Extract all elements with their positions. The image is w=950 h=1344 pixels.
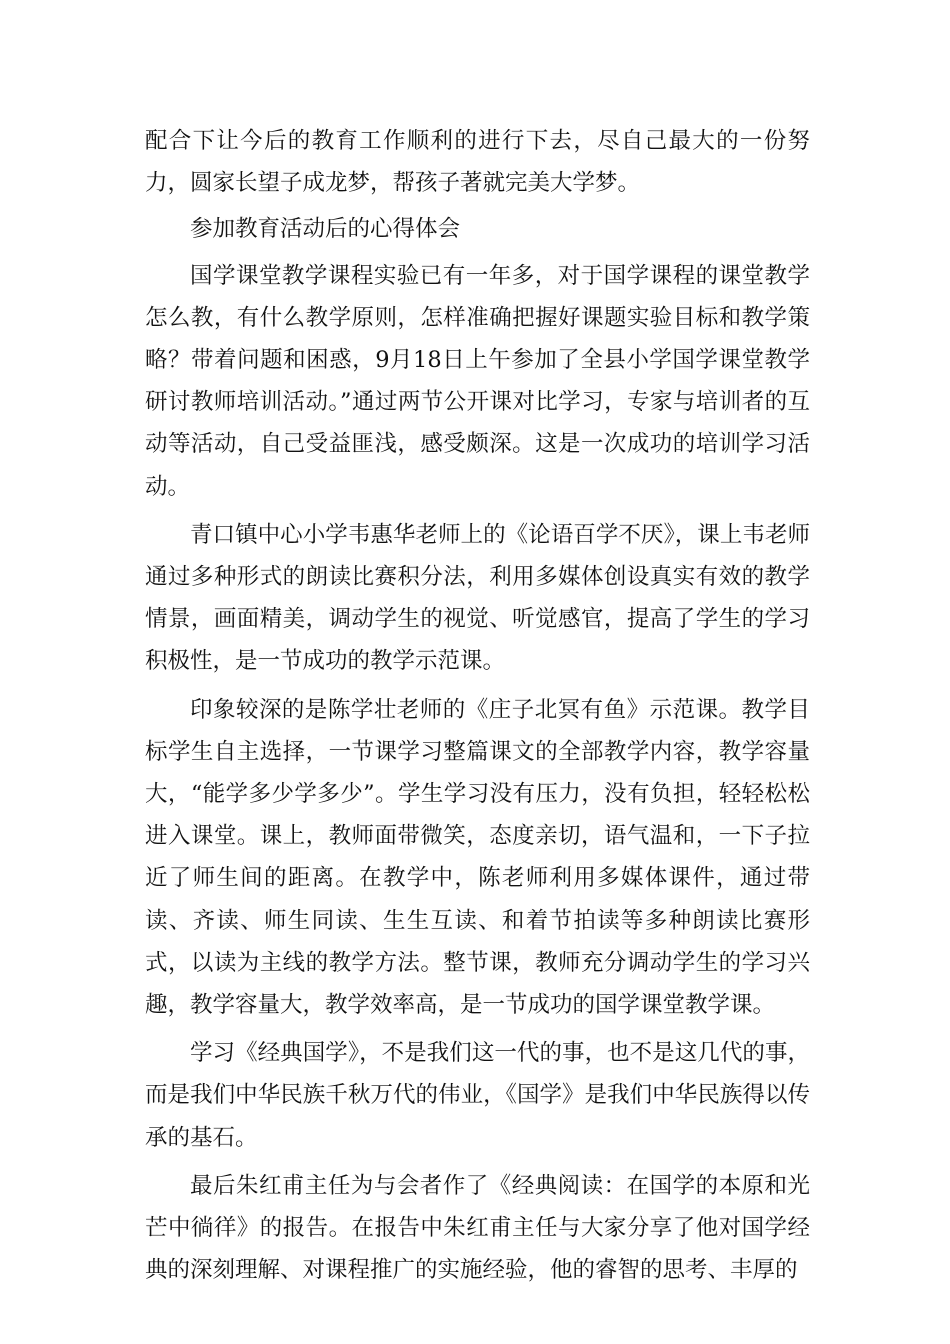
paragraph-classic-guoxue: 学习《经典国学》，不是我们这一代的事，也不是这几代的事，而是我们中华民族千秋万代的伟业，《国学》是我们中华民族得以传承的基石。 (145, 1040, 810, 1151)
paragraph-zhu-hongfu-report: 最后朱红甫主任为与会者作了《经典阅读：在国学的本原和光芒中徜徉》的报告。在报告中朱红甫主任与大家分享了他对国学经典的深刻理解、对课程推广的实施经验，他的睿智的思考、丰厚的 (145, 1172, 810, 1284)
paragraph-wei-huihua-lesson: 青口镇中心小学韦惠华老师上的《论语百学不厌》，课上韦老师通过多种形式的朗读比赛积分法，利用多媒体创设真实有效的教学情景，画面精美，调动学生的视觉、听觉感官，提高了学生的学习积极性，是一节成功的教学示范课。 (145, 521, 810, 675)
section-heading: 参加教育活动后的心得体会 (190, 216, 461, 243)
paragraph-chen-xuezhuang-lesson: 印象较深的是陈学壮老师的《庄子北冥有鱼》示范课。教学目标学生自主选择，一节课学习整篇课文的全部教学内容，教学容量大，“能学多少学多少”。学生学习没有压力，没有负担，轻轻松松进入课堂。课上，教师面带微笑，态度亲切，语气温和，一下子拉近了师生间的距离。在教学中，陈老师利用多媒体课件，通过带读、齐读、师生同读、生生互读、和着节拍读等多种朗读比赛形式，以读为主线的教学方法。整节课，教师充分调动学生的学习兴趣，教学容量大，教学效率高，是一节成功的国学课堂教学课。 (145, 696, 810, 1019)
document-page (145, 120, 810, 1291)
paragraph-continuation: 配合下让今后的教育工作顺利的进行下去，尽自己最大的一份努力，圆家长望子成龙梦，帮孩子著就完美大学梦。 (145, 128, 810, 197)
paragraph-guoxue-intro: 国学课堂教学课程实验已有一年多，对于国学课程的课堂教学怎么教，有什么教学原则，怎样准确把握好课题实验目标和教学策略？带着问题和困惑，9月18日上午参加了全县小学国学课堂教学研讨教师培训活动。”通过两节公开课对比学习，专家与培训者的互动等活动，自己受益匪浅，感受颇深。这是一次成功的培训学习活动。 (145, 262, 810, 500)
